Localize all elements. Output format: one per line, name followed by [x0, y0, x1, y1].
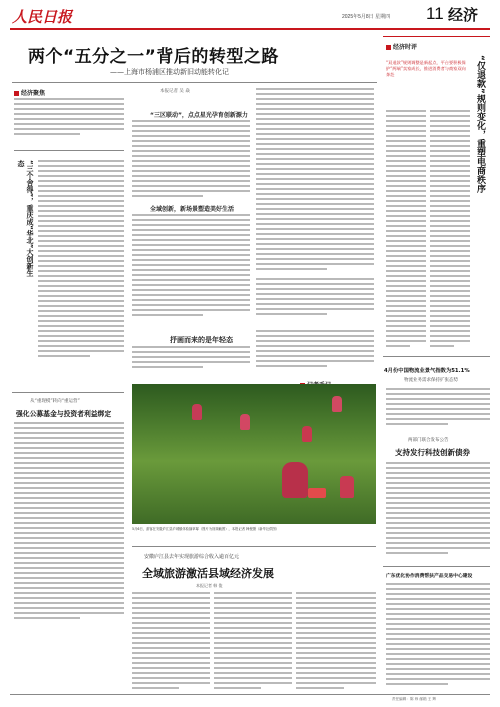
subheading-3: 抒画而来的是年轻态	[170, 336, 233, 344]
person-figure	[340, 476, 354, 498]
right-top-rule	[383, 36, 490, 37]
person-figure	[302, 426, 312, 442]
masthead	[0, 0, 500, 28]
fund-kicker: 从“重现模”转向“重运营”	[30, 399, 80, 404]
logistics-title: 4月份中国物流业景气指数为51.1%	[384, 368, 470, 374]
strawberry-field-photo	[132, 384, 376, 524]
tourism-kicker: 安徽庐江县去年实现旅游综合收入逾百亿元	[144, 554, 240, 560]
fund-body	[14, 422, 124, 627]
tourism-title: 全域旅游激活县域经济发展	[142, 567, 274, 580]
section-label-left: 经济聚焦	[14, 88, 45, 97]
opinion-quote: “双退款”规则调整是新起点，平台要积极保护“两端”卖家成长，推进消费者与商家双向奔赴	[386, 60, 466, 77]
masthead-rule	[10, 28, 490, 30]
tourism-byline: 本报记者 韩 俊	[196, 583, 223, 588]
main-col-1	[132, 120, 250, 200]
right-bottom-rule	[383, 566, 490, 567]
issue-date: 2025年5月8日 星期四	[342, 14, 391, 20]
bonds-kicker: 两部门联合发布公告	[408, 438, 449, 443]
footer-credit: 责任编辑：陈 炜 邮箱 王 辉	[392, 697, 437, 701]
left-vertical-title: “三个舍得”，重庆成“华北”大创新生态	[17, 160, 34, 277]
fund-title: 强化公募基金与投资者利益绑定	[16, 410, 112, 418]
main-col-4	[256, 278, 374, 320]
main-col-2	[256, 88, 374, 273]
tourism-rule	[132, 546, 376, 547]
section-label-right: 经济时评	[386, 42, 417, 51]
opinion-body-1	[386, 110, 426, 350]
photo-caption: 5月6日，游客在安徽庐江县庐城镇体验摘草莓（图片为视频截图），本报记者 韩俊摄（新华社供图）	[132, 527, 280, 531]
main-col-6	[256, 330, 374, 376]
headline: 两个“五分之一”背后的转型之路	[28, 47, 279, 67]
headline-subtitle: ——上海市杨浦区推动新旧动能转化记	[110, 68, 229, 76]
tourism-body-1	[132, 592, 210, 692]
left-intro	[14, 98, 124, 146]
section-name: 经济	[448, 6, 479, 24]
tourism-body-2	[214, 592, 292, 692]
person-figure	[332, 396, 342, 412]
person-figure	[282, 462, 308, 498]
logistics-subtitle: 物流业务需求保持扩张态势	[404, 378, 458, 383]
guangdong-body	[386, 583, 490, 688]
person-figure	[192, 404, 202, 420]
headline-rule	[12, 82, 377, 83]
section-marker	[386, 45, 391, 50]
byline: 本报记者 吴 焱	[160, 89, 190, 94]
bonds-body	[386, 462, 490, 562]
main-col-5	[132, 346, 250, 376]
main-col-3	[132, 214, 250, 319]
subheading-1: “三区联动”，点点星光孕育创新源力	[150, 112, 248, 119]
bonds-title: 支持发行科技创新债券	[395, 448, 470, 457]
opinion-body-2	[430, 110, 470, 350]
left-divider	[14, 150, 124, 151]
left-column-body	[38, 160, 124, 360]
section-marker	[14, 91, 19, 96]
logistics-body	[386, 388, 490, 430]
basket	[308, 488, 326, 498]
opinion-vertical-title: “仅退款”规则变化，重塑电商秩序	[475, 55, 485, 193]
person-figure	[240, 414, 250, 430]
newspaper-logo: 人民日报	[12, 8, 73, 26]
page-number: 11	[426, 4, 444, 23]
right-mid-rule	[383, 356, 490, 357]
fund-rule	[12, 392, 124, 393]
footer-rule	[10, 694, 490, 695]
guangdong-title: 广东优化协作消费帮扶产品交易中心建设	[386, 574, 473, 579]
subheading-2: 全域创新，新场景塑造美好生活	[150, 206, 235, 213]
tourism-body-3	[296, 592, 376, 692]
